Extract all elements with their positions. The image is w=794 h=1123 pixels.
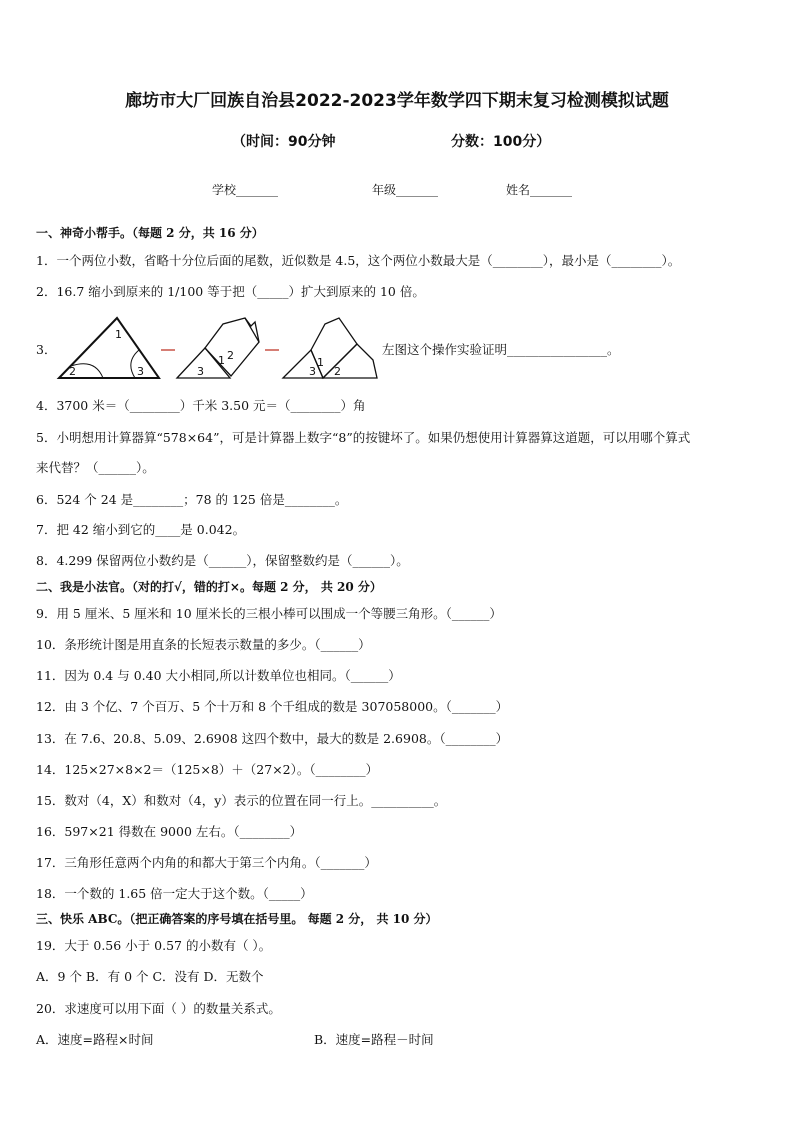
question-13: 13．在 7.6、20.8、5.09、2.6908 这四个数中，最大的数是 2.6908。（________） — [36, 731, 509, 746]
question-2: 2．16.7 缩小到原来的 1/100 等于把（_____）扩大到原来的 10 倍。 — [36, 284, 425, 299]
label-1b: 1 — [218, 354, 225, 367]
question-20: 20．求速度可以用下面（ ）的数量关系式。 — [36, 1001, 281, 1016]
label-3b: 3 — [197, 365, 204, 378]
question-5-line2: 来代替？（______）。 — [36, 460, 155, 475]
section-3-heading: 三、快乐 ABC。（把正确答案的序号填在括号里。 每题 2 分， 共 10 分） — [36, 912, 438, 926]
label-2c: 2 — [334, 365, 341, 378]
question-4: 4．3700 米＝（________）千米 3.50 元＝（________）角 — [36, 398, 366, 413]
question-11: 11．因为 0.4 与 0.40 大小相同,所以计数单位也相同。（______） — [36, 668, 401, 683]
question-19-options: A．9 个 B．有 0 个 C．没有 D．无数个 — [36, 969, 264, 984]
exam-time: （时间：90分钟 — [232, 134, 336, 150]
question-3-text: 左图这个操作实验证明________________。 — [382, 342, 620, 357]
question-20-option-b: B．速度=路程－时间 — [314, 1032, 434, 1047]
label-3c: 3 — [309, 365, 316, 378]
section-2-heading: 二、我是小法官。（对的打√，错的打×。每题 2 分， 共 20 分） — [36, 580, 382, 594]
label-2b: 2 — [227, 349, 234, 362]
question-17: 17．三角形任意两个内角的和都大于第三个内角。（_______） — [36, 855, 377, 870]
name-field: 姓名_______ — [506, 183, 573, 197]
question-9: 9．用 5 厘米、5 厘米和 10 厘米长的三根小棒可以围成一个等腰三角形。（______） — [36, 606, 502, 621]
label-3a: 3 — [137, 365, 144, 378]
label-1c: 1 — [317, 356, 324, 369]
exam-title: 廊坊市大厂回族自治县2022-2023学年数学四下期末复习检测模拟试题 — [125, 91, 669, 111]
exam-score: 分数：100分） — [451, 134, 551, 150]
question-16: 16．597×21 得数在 9000 左右。（________） — [36, 824, 303, 839]
section-1-heading: 一、神奇小帮手。（每题 2 分，共 16 分） — [36, 226, 264, 240]
question-7: 7．把 42 缩小到它的____是 0.042。 — [36, 522, 246, 537]
question-19: 19．大于 0.56 小于 0.57 的小数有（ ）。 — [36, 938, 272, 953]
question-20-option-a: A．速度=路程×时间 — [36, 1032, 154, 1047]
question-1: 1．一个两位小数，省略十分位后面的尾数，近似数是 4.5，这个两位小数最大是（________），最小是（________）。 — [36, 253, 681, 268]
label-1a: 1 — [115, 328, 122, 341]
label-2a: 2 — [69, 365, 76, 378]
question-5-line1: 5．小明想用计算器算“578×64”，可是计算器上数字“8”的按键坏了。如果仍想使用计算器算这道题，可以用哪个算式 — [36, 430, 691, 445]
school-field: 学校_______ — [212, 183, 279, 197]
triangle-experiment-figure — [55, 314, 385, 384]
grade-field: 年级_______ — [372, 183, 439, 197]
question-3-number: 3． — [36, 342, 57, 357]
question-8: 8．4.299 保留两位小数约是（______），保留整数约是（______）。 — [36, 553, 409, 568]
question-10: 10．条形统计图是用直条的长短表示数量的多少。（______） — [36, 637, 371, 652]
question-15: 15．数对（4，X）和数对（4，y）表示的位置在同一行上。__________。 — [36, 793, 447, 808]
question-18: 18．一个数的 1.65 倍一定大于这个数。（_____） — [36, 886, 313, 901]
question-12: 12．由 3 个亿、7 个百万、5 个十万和 8 个千组成的数是 307058000。（_______） — [36, 699, 509, 714]
question-14: 14．125×27×8×2＝（125×8）＋（27×2）。（________） — [36, 762, 379, 777]
question-6: 6．524 个 24 是________；78 的 125 倍是________。 — [36, 492, 348, 507]
